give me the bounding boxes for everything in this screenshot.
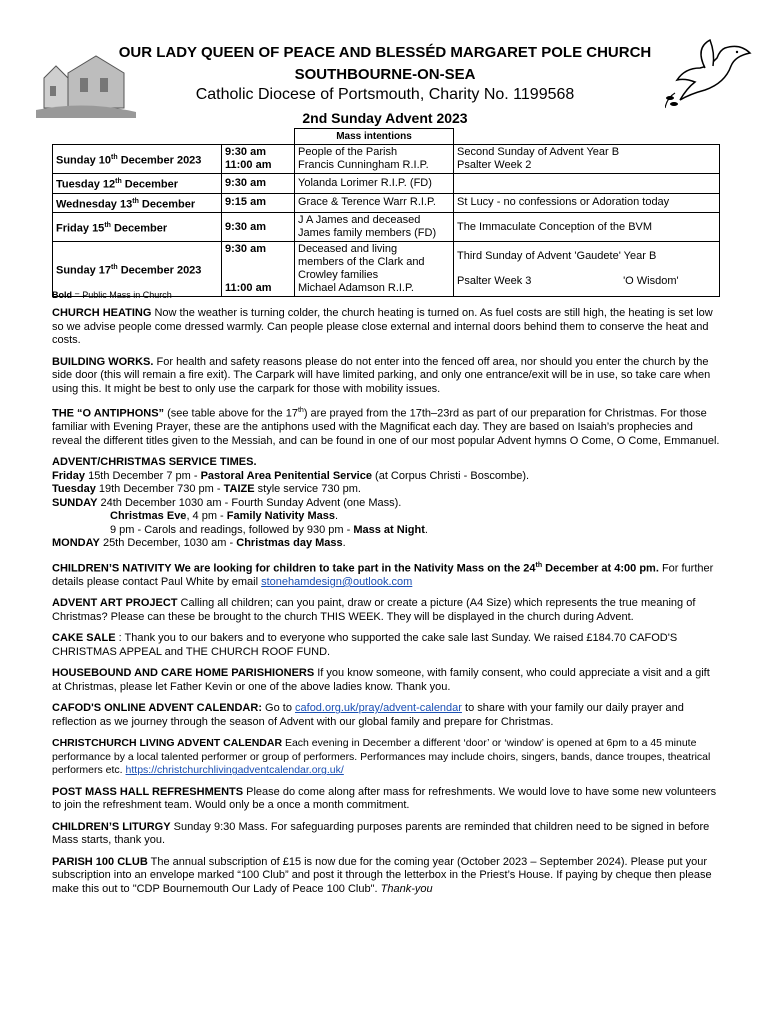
cake-notice: CAKE SALE : Thank you to our bakers and to everyone who supported the cake sale last Sunday. We raised £184.70 CAFOD'S CHRISTMAS APPEAL and THE CHURCH ROOF FUND. [52,632,678,658]
mass-schedule-table [52,128,720,297]
christchurch-link[interactable]: https://christchurchlivingadventcalendar.org.uk/ [125,764,344,777]
mass-intentions-heading: Mass intentions [295,129,454,145]
heating-notice: CHURCH HEATING Now the weather is turning colder, the church heating is turned on. As fuel costs are still high, the heating is set low so we advise people come dressed warmly. Can people please close external and internal doors behind them to conserve the heat and costs. [52,307,713,346]
table-row: Sunday 17th December 2023 9:30 am 11:00 am Deceased and living members of the Clark and Crowley families Michael Adamson R.I.P. Third Sunday of Advent 'Gaudete' Year B Psalter Week 3 'O Wisdom' [53,242,720,297]
building-notice: BUILDING WORKS. For health and safety reasons please do not enter into the fenced off area, nor should you enter the church by the side door (this will remain a fire exit). The Carpark will have limited parking, and only one entrance/exit will be in use, so take care when using this. It might be best to only use the carpark for those with mobility issues. [52,355,711,395]
newsletter-body [52,307,720,904]
club-notice: PARISH 100 CLUB The annual subscription of £15 is now due for the coming year (October 2023 – September 2024). Please put your subscription into an envelope marked “100 Club” and post it through the letterbox in the Priest’s House. If paying by cheque then please make this out to "CDP Bournemouth Our Lady of Peace 100 Club". Thank-you [52,855,712,895]
week-title: 2nd Sunday Advent 2023 [302,110,468,126]
service-times: ADVENT/CHRISTMAS SERVICE TIMES. Friday 15th December 7 pm - Pastoral Area Penitential Service (at Corpus Christi - Boscombe). Tuesday 19th December 730 pm - TAIZE style service 730 pm. SUNDAY 24th December 1030 am - Fourth Sunday Advent (one Mass). Christmas Eve, 4 pm - Family Nativity Mass. 9 pm - Carols and readings, followed by 930 pm - Mass at Night. MONDAY 25th December, 1030 am - Christmas day Mass. [52,456,530,550]
diocese-line: Catholic Diocese of Portsmouth, Charity No. 1199568 [195,86,575,103]
nativity-notice: CHILDREN’S NATIVITY We are looking for children to take part in the Nativity Mass on the 24th December at 4:00 pm. For further details please contact Paul White by email stonehamdesign@outlook.com [52,561,714,588]
email-link[interactable]: stonehamdesign@outlook.com [261,575,413,588]
table-row: Wednesday 13th December 9:15 am Grace & Terence Warr R.I.P. St Lucy - no confessions or Adoration today [53,193,720,213]
cafod-notice: CAFOD'S ONLINE ADVENT CALENDAR: Go to cafod.org.uk/pray/advent-calendar to share with your family our daily prayer and reflection as we journey through the season of Advent with our global family and prepare for Christmas. [52,702,684,728]
antiphons-notice: THE “O ANTIPHONS” (see table above for the 17th) are prayed from the 17th–23rd as part of our preparation for Christmas. For those familiar with Evening Prayer, these are the antiphons used with the Magnificat each day. They are based on Isaiah’s prophecies and reveal the different titles given to the Messiah, and can be found in one of our most popular Advent hymns O Come, O Come, Emmanuel. [52,407,720,447]
refreshments-notice: POST MASS HALL REFRESHMENTS Please do come along after mass for refreshments. We would love to have some new volunteers to join the refreshment team. Would only be a once a month commitment. [52,785,717,812]
table-row: Tuesday 12th December 9:30 am Yolanda Lorimer R.I.P. (FD) [53,174,720,194]
cafod-link[interactable]: cafod.org.uk/pray/advent-calendar [295,702,462,715]
church-name-line2: SOUTHBOURNE-ON-SEA [294,66,476,83]
liturgy-notice: CHILDREN’S LITURGY Sunday 9:30 Mass. For safeguarding purposes parents are reminded that children need to be signed in before Mass starts, thank you. [52,820,710,847]
table-row: Friday 15th December 9:30 am J A James and deceased James family members (FD) The Immaculate Conception of the BVM [53,213,720,242]
church-name-line1: OUR LADY QUEEN OF PEACE AND BLESSÉD MARGARET POLE CHURCH [118,44,652,61]
art-notice: ADVENT ART PROJECT Calling all children; can you paint, draw or create a picture (A4 Size) which represents the true meaning of Christmas? Please can these be brought to the church THIS WEEK. They will be displayed in the church during Advent. [52,597,696,623]
housebound-notice: HOUSEBOUND AND CARE HOME PARISHIONERS If you know someone, with family consent, who could appreciate a visit and a gift at Christmas, please let Father Kevin or one of the above ladies know. Thank you. [52,667,710,693]
table-row: Sunday 10th December 2023 9:30 am 11:00 am People of the Parish Francis Cunningham R.I.P. Second Sunday of Advent Year B Psalter Week 2 [53,145,720,174]
bold-legend: Bold = Public Mass in Church [52,290,172,300]
table-header-row [53,129,720,145]
christchurch-notice: CHRISTCHURCH LIVING ADVENT CALENDAR Each evening in December a different ‘door’ or ‘window’ is opened at 6pm to a 45 minute performance by a local talented performer or group of performers. Performances may include choirs, singers, bands, dance troupes, theatrical performers etc. https://christchurchlivingadventcalendar.org.uk/ [52,737,711,777]
